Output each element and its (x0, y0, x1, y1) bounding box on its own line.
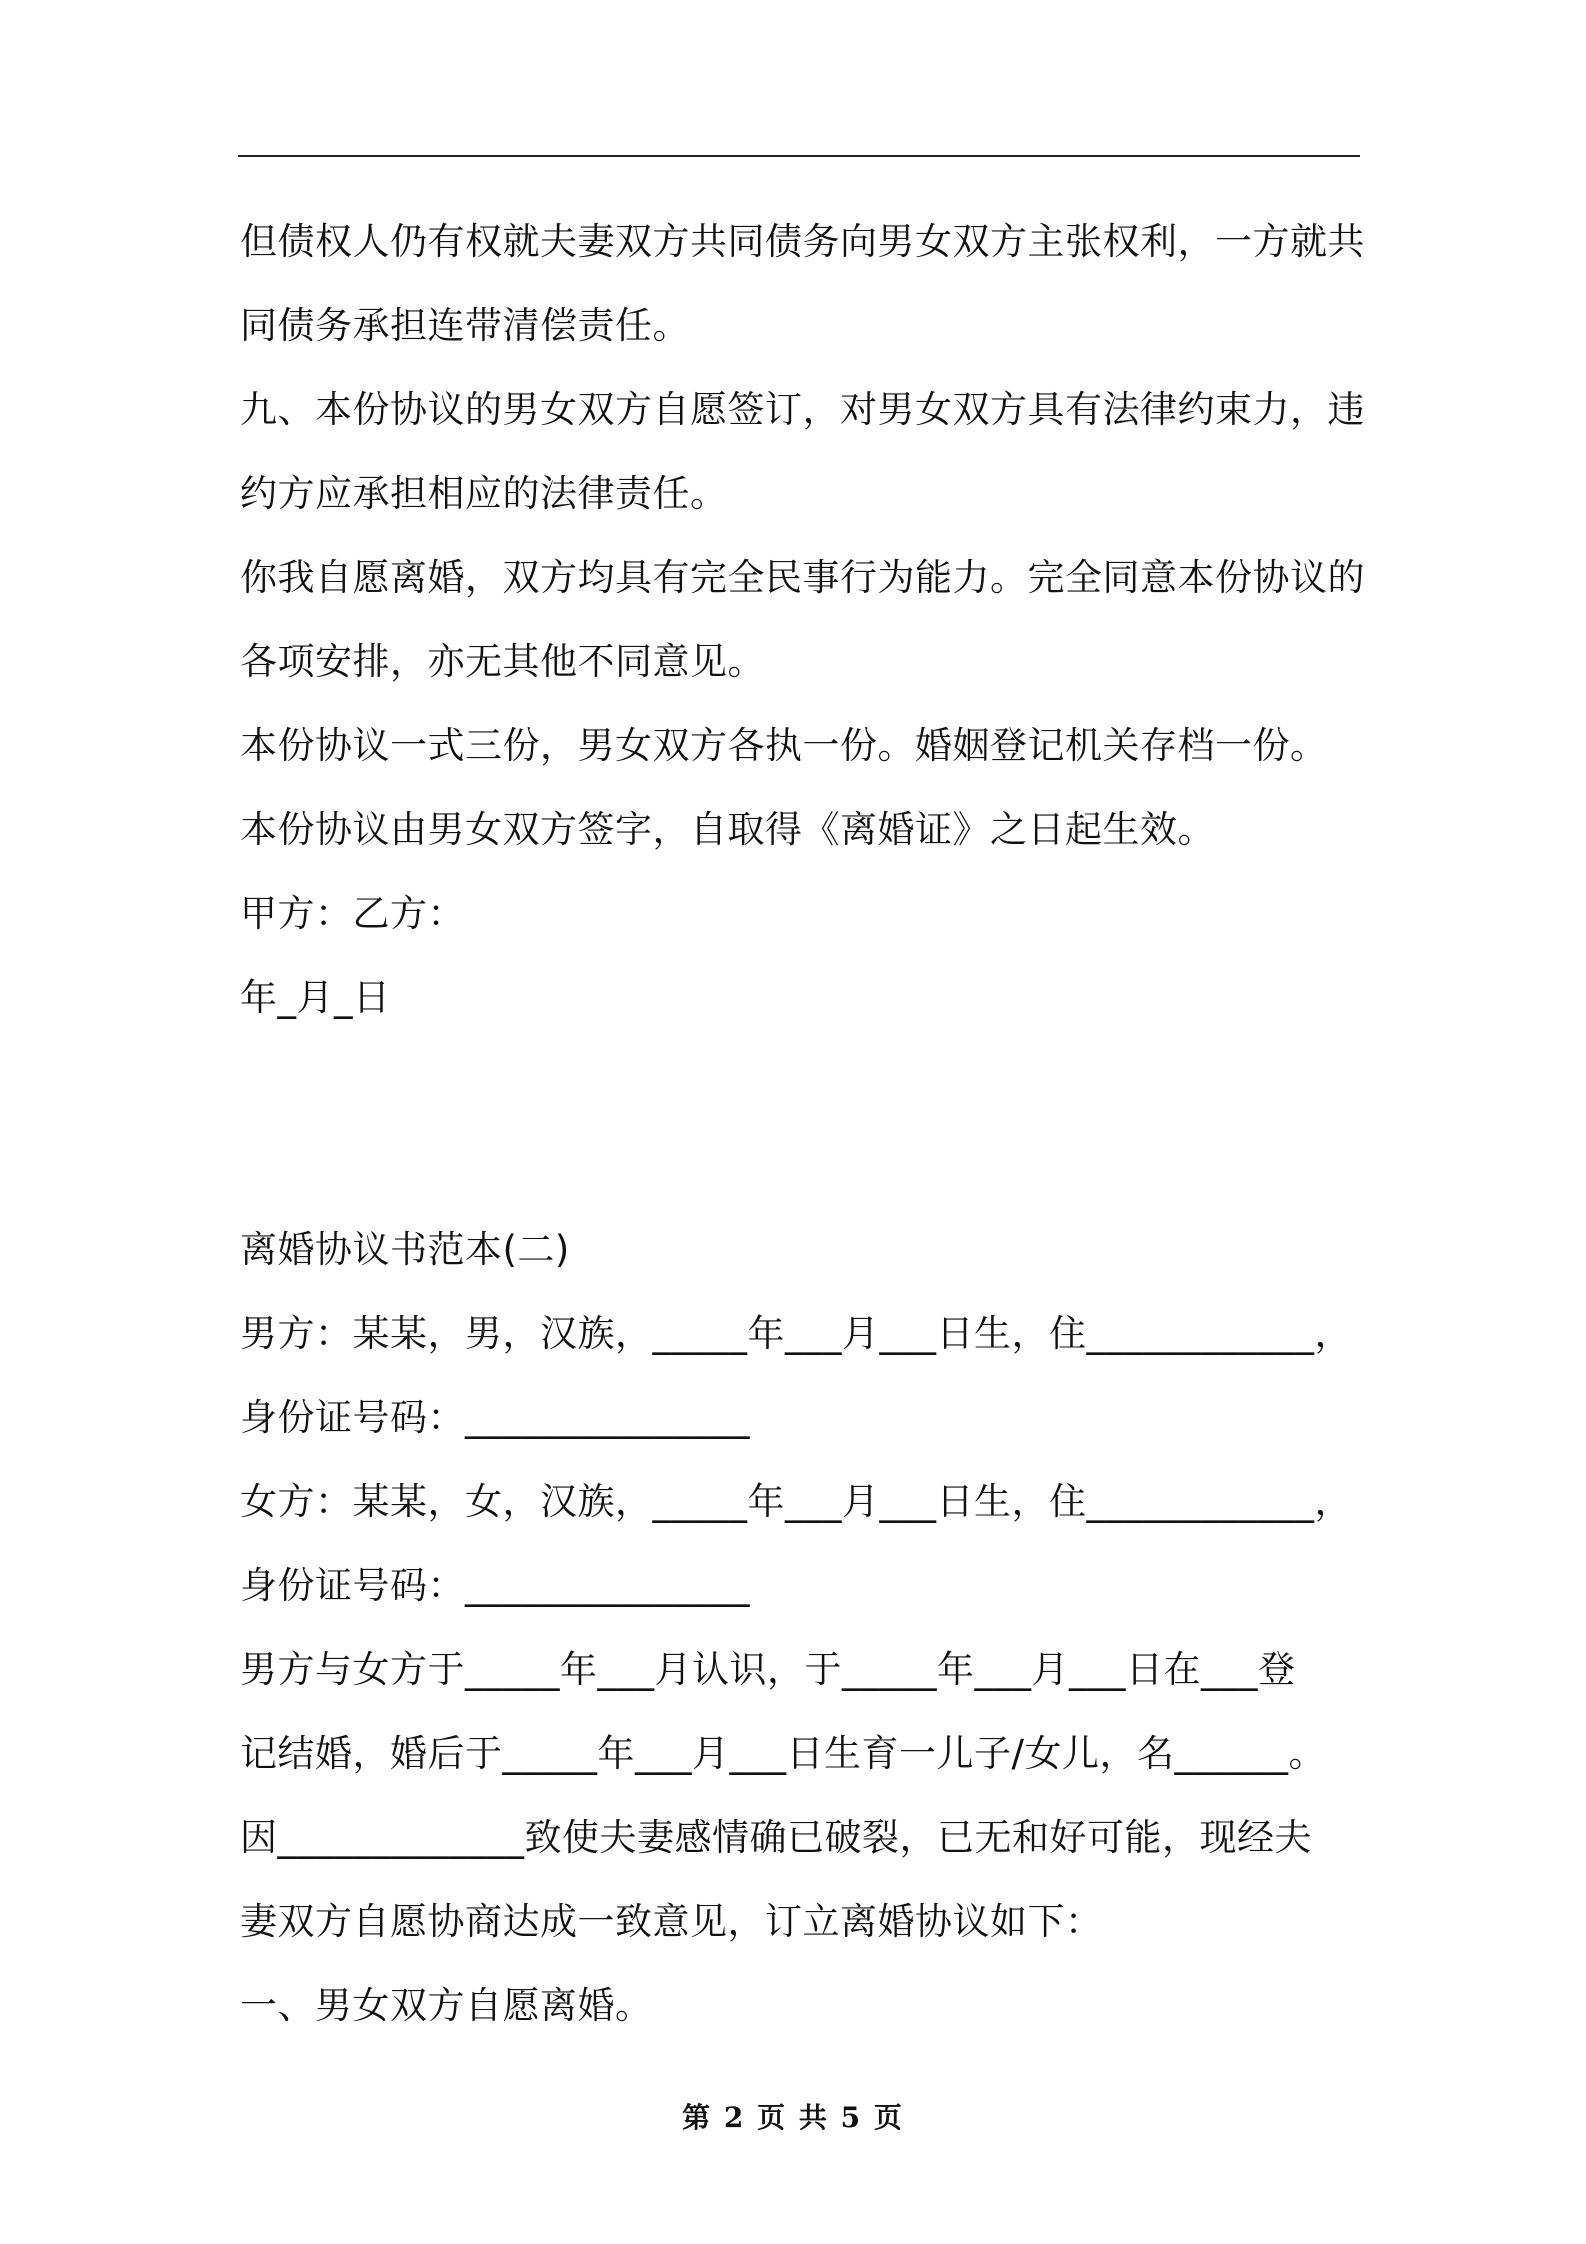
page-number-footer: 第 2 页 共 5 页 (682, 2101, 904, 2134)
document-body (240, 200, 1365, 2048)
text-line: 身份证号码：_______________ (240, 1564, 750, 1607)
text-line: 你我自愿离婚，双方均具有完全民事行为能力。完全同意本份协议的 (240, 556, 1365, 599)
text-line: 同债务承担连带清偿责任。 (240, 304, 690, 347)
date-line: 年_月_日 (240, 976, 391, 1019)
text-line: 九、本份协议的男女双方自愿签订，对男女双方具有法律约束力，违 (240, 388, 1365, 431)
text-line: 各项安排，亦无其他不同意见。 (240, 640, 765, 683)
text-line: 女方：某某，女，汉族，_____年___月___日生，住____________， (240, 1480, 1352, 1523)
text-line: 本份协议由男女双方签字，自取得《离婚证》之日起生效。 (240, 808, 1215, 851)
header-rule (238, 155, 1360, 157)
text-line: 本份协议一式三份，男女双方各执一份。婚姻登记机关存档一份。 (240, 724, 1328, 767)
signature-line: 甲方：乙方： (240, 892, 465, 935)
text-line: 男方：某某，男，汉族，_____年___月___日生，住____________， (240, 1312, 1352, 1355)
text-line: 一、男女双方自愿离婚。 (240, 1984, 653, 2027)
text-line: 身份证号码：_______________ (240, 1396, 750, 1439)
text-line: 因_____________致使夫妻感情确已破裂，已无和好可能，现经夫 (240, 1816, 1312, 1859)
text-line: 但债权人仍有权就夫妻双方共同债务向男女双方主张权利，一方就共 (240, 220, 1365, 263)
section-title: 离婚协议书范本(二) (240, 1228, 570, 1271)
text-line: 妻双方自愿协商达成一致意见，订立离婚协议如下： (240, 1900, 1103, 1943)
section-gap (240, 1040, 1360, 1208)
text-line: 男方与女方于_____年___月认识，于_____年___月___日在___登 (240, 1648, 1296, 1691)
text-line: 约方应承担相应的法律责任。 (240, 472, 728, 515)
text-line: 记结婚，婚后于_____年___月___日生育一儿子/女儿，名______。 (240, 1732, 1326, 1775)
